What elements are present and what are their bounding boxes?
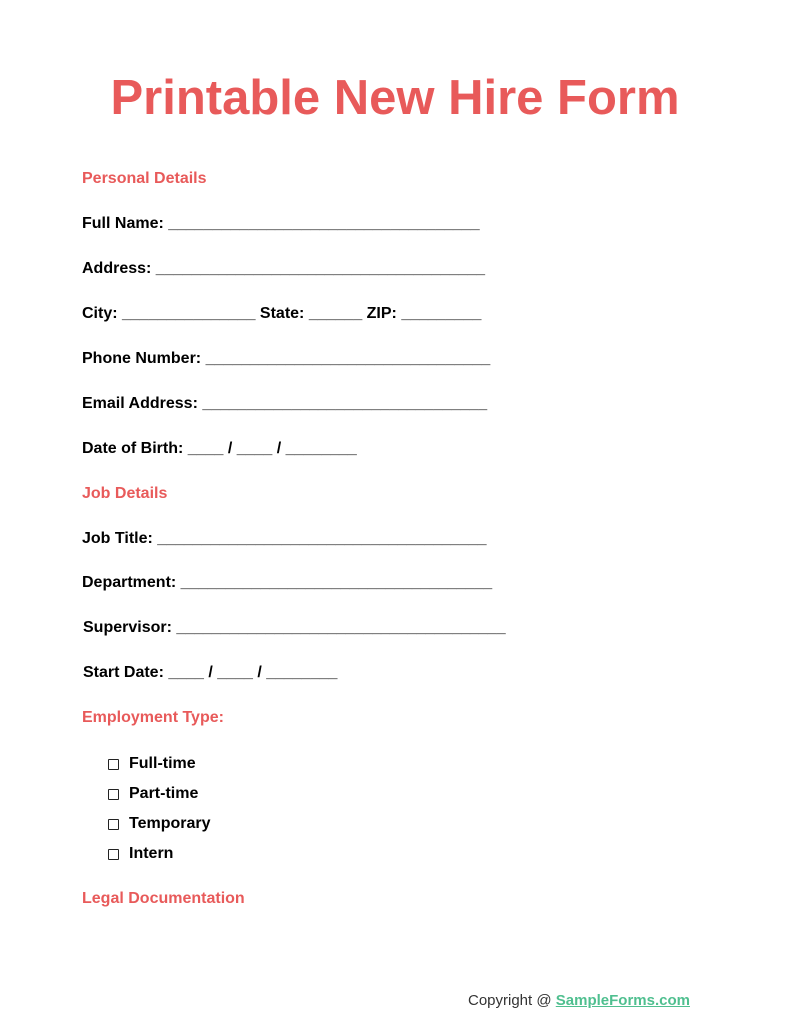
option-label: Intern <box>129 845 174 862</box>
checkbox-icon[interactable] <box>108 849 119 860</box>
option-label: Full-time <box>129 755 196 772</box>
option-label: Temporary <box>129 815 211 832</box>
employment-option-part-time[interactable] <box>108 784 198 804</box>
email-address-field[interactable]: Email Address: ________________________________ <box>82 395 488 412</box>
employment-option-intern[interactable] <box>108 844 173 864</box>
brand-link[interactable]: SampleForms.com <box>555 992 690 1009</box>
page-title: Printable New Hire Form <box>110 71 680 125</box>
city-state-zip-field[interactable]: City: _______________ State: ______ ZIP: _________ <box>82 305 482 322</box>
checkbox-icon[interactable] <box>108 819 119 830</box>
date-of-birth-field[interactable]: Date of Birth: ____ / ____ / ________ <box>82 440 357 457</box>
start-date-field[interactable]: Start Date: ____ / ____ / ________ <box>83 664 338 681</box>
supervisor-field[interactable]: Supervisor: _____________________________________ <box>83 619 506 636</box>
full-name-field[interactable]: Full Name: ___________________________________ <box>82 215 480 232</box>
employment-option-full-time[interactable] <box>108 754 196 774</box>
legal-documentation-heading: Legal Documentation <box>82 890 245 907</box>
address-field[interactable]: Address: _____________________________________ <box>82 260 486 277</box>
job-details-heading: Job Details <box>82 485 168 502</box>
checkbox-icon[interactable] <box>108 759 119 770</box>
checkbox-icon[interactable] <box>108 789 119 800</box>
employment-type-heading: Employment Type: <box>82 709 224 726</box>
option-label: Part-time <box>129 785 199 802</box>
personal-details-heading: Personal Details <box>82 170 207 187</box>
department-field[interactable]: Department: ___________________________________ <box>82 574 493 591</box>
job-title-field[interactable]: Job Title: _____________________________________ <box>82 530 487 547</box>
phone-number-field[interactable]: Phone Number: ________________________________ <box>82 350 491 367</box>
employment-option-temporary[interactable] <box>108 814 211 834</box>
copyright-footer <box>468 991 690 1011</box>
copyright-text: Copyright @ <box>468 992 556 1009</box>
